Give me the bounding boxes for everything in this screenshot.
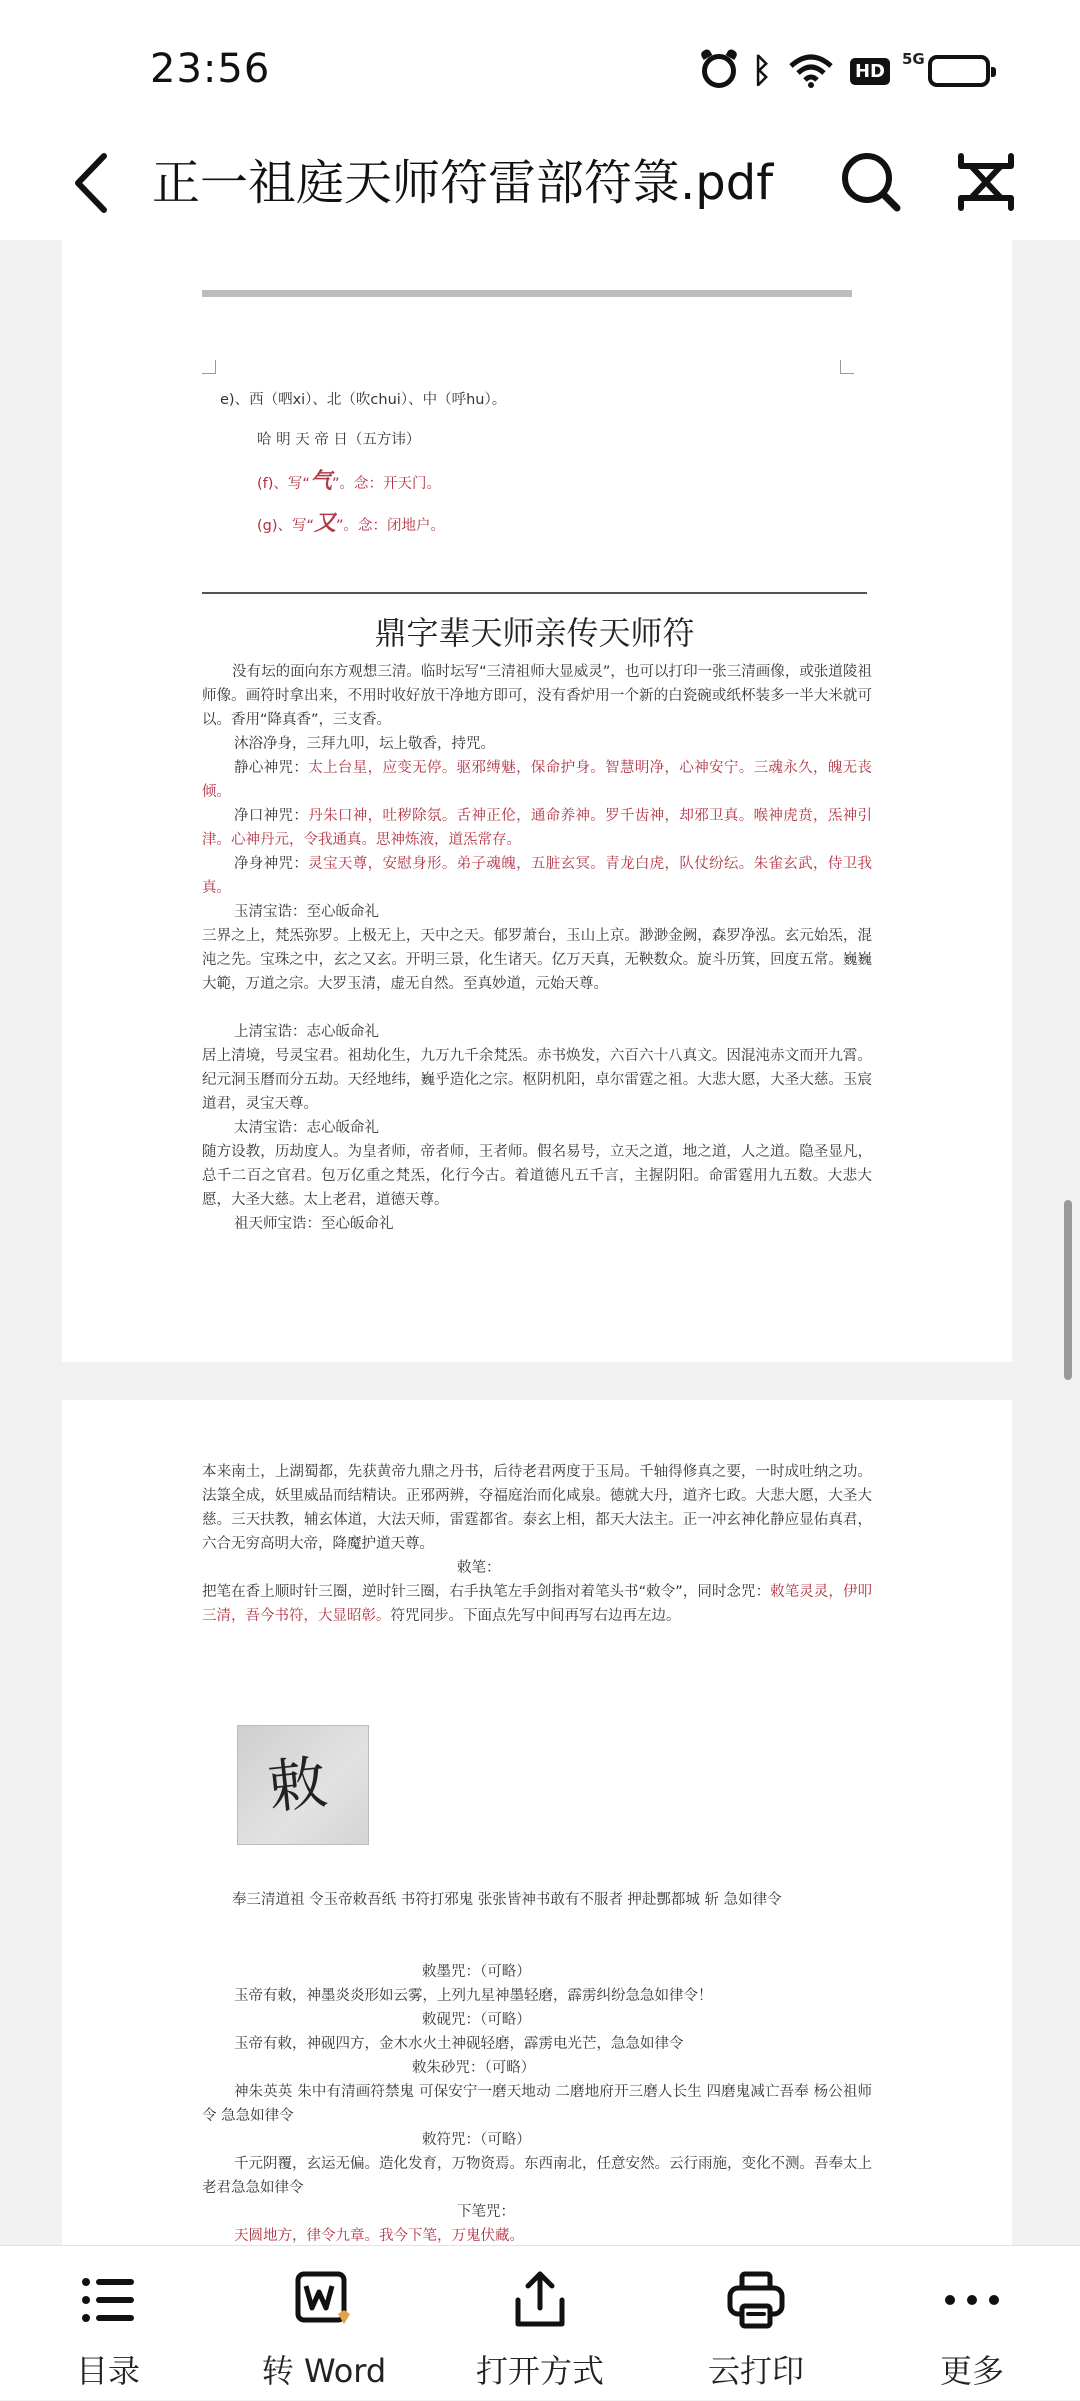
more-dots-icon (940, 2268, 1004, 2332)
bluetooth-icon: ᛒ (751, 51, 772, 91)
text-line: (g)、写“又”。念：闭地户。 (257, 511, 446, 536)
paragraph: 天圆地方，律令九章。我今下笔，万鬼伏藏。 (234, 2228, 524, 2244)
status-icons (702, 50, 990, 92)
alarm-icon (702, 54, 736, 88)
paragraph: 三界之上，梵炁弥罗。上极无上，天中之天。郁罗萧台，玉山上京。渺渺金阙，森罗净泓。玄元始炁，混沌之先。宝珠之中，玄之又玄。开明三景，化生诸天。亿万天真，无鞅数众。旋斗历箕，回度五常。巍巍大範，万道之宗。大罗玉清，虚无自然。至真妙道，元始天尊。 (202, 928, 872, 992)
talisman-char: 气 (309, 469, 332, 494)
paragraph: 玉清宝诰：至心皈命礼 (234, 904, 379, 920)
battery-icon (928, 55, 990, 87)
talisman-sample-image: 敕 (237, 1725, 369, 1845)
paragraph: 神朱英英 朱中有清画符禁鬼 可保安宁一磨天地动 二磨地府开三磨人长生 四磨鬼减亡吾奉 杨公祖师 令 急急如律令 (202, 2084, 872, 2124)
5g-signal-icon (902, 50, 925, 88)
paragraph: 没有坛的面向东方观想三清。临时坛写“三清祖师大显威灵”，也可以打印一张三清画像，或张道陵祖师像。画符时拿出来，不用时收好放干净地方即可，没有香炉用一个新的白瓷碗或纸杯装多一半大米就可以。香用“降真香”，三支香。 (202, 664, 872, 728)
paragraph: 本来南土，上湖蜀都，先获黄帝九鼎之丹书，后待老君两度于玉局。千轴得修真之要，一时成吐纳之功。法箓全成，妖里威品而结精诀。正邪两辨，夺福庭治而化咸泉。德就大丹，道齐七政。大悲大愿，大圣大慈。三天扶教，辅玄体道，大法天师，雷霆都省。泰玄上相，都天大法主。正一冲玄神化静应显佑真君，六合无穷高明大帝，降魔护道天尊。 (202, 1464, 872, 1552)
status-bar (0, 0, 1080, 130)
paragraph: 千元阴覆，玄运无偏。造化发育，万物资焉。东西南北，任意安然。云行雨施，变化不测。吾奉太上老君急急如律令 (202, 2156, 872, 2196)
wifi-icon (788, 54, 834, 88)
network-type-label: 5G (902, 50, 925, 68)
page-heading: 鼎字辈天师亲传天师符 (374, 614, 695, 652)
back-arrow-icon[interactable] (62, 148, 122, 218)
status-time: 23:56 (150, 46, 271, 92)
pdf-viewer[interactable] (0, 240, 1080, 2245)
bottom-toolbar (0, 2245, 1080, 2400)
cloud-print-label: 云打印 (707, 2352, 804, 2390)
share-open-icon (508, 2268, 572, 2332)
paragraph: 净身神咒：灵宝天尊，安慰身形。弟子魂魄，五脏玄冥。青龙白虎，队仗纷纭。朱雀玄武，侍卫我真。 (202, 856, 873, 896)
convert-word-icon (292, 2268, 356, 2332)
close-icon[interactable] (955, 150, 1017, 214)
hd-icon: HD (850, 58, 890, 85)
paragraph: 祖天师宝诰：至心皈命礼 (234, 1216, 394, 1232)
crop-mark (202, 360, 216, 374)
text-line: e)、西（呬xi）、北（吹chui）、中（呼hu）。 (220, 392, 507, 408)
text-line: (f)、写“气”。念：开天门。 (257, 469, 441, 494)
paragraph: 随方设教，历劫度人。为皇者师，帝者师，王者师。假名易号，立天之道，地之道，人之道。隐圣显凡，总千二百之官君。包万亿重之梵炁，化行今古。着道德凡五千言，主握阴阳。命雷霆用九五数。大悲大愿，大圣大慈。太上老君，道德天尊。 (202, 1144, 872, 1208)
paragraph: 沐浴净身，三拜九叩，坛上敬香，持咒。 (234, 736, 495, 752)
toc-label: 目录 (75, 2352, 140, 2390)
text-line: 哈 明 天 帝 日（五方讳） (257, 432, 421, 448)
toc-button[interactable] (0, 2246, 216, 2401)
convert-word-label: 转 Word (261, 2352, 387, 2390)
section-label: 下笔咒： (457, 2204, 515, 2220)
paragraph: 把笔在香上顺时针三圈，逆时针三圈，右手执笔左手剑指对着笔头书“敕令”，同时念咒：敕笔灵灵，伊叩三清，吾今书符，大显昭彰。符咒同步。下面点先写中间再写右边再左边。 (202, 1584, 872, 1624)
crop-mark (840, 360, 854, 374)
cloud-print-icon (724, 2268, 788, 2332)
more-button[interactable] (864, 2246, 1080, 2401)
paragraph: 玉帝有敕，神墨炎炎形如云雾，上列九星神墨轻磨，霹雳纠纷急急如律令！ (234, 1988, 713, 2004)
talisman-char: 又 (314, 511, 337, 536)
section-label: 敕朱砂咒：（可略） (412, 2060, 536, 2076)
convert-word-button[interactable] (216, 2246, 432, 2401)
paragraph: 玉帝有敕，神砚四方，金木水火土神砚轻磨，霹雳电光芒，急急如律令 (234, 2036, 684, 2052)
document-title: 正一祖庭天师符雷部符箓.pdf (152, 155, 774, 211)
toc-list-icon (76, 2268, 140, 2332)
cloud-print-button[interactable] (648, 2246, 864, 2401)
section-label: 敕砚咒：（可略） (422, 2012, 531, 2028)
more-label: 更多 (939, 2352, 1004, 2390)
scrollbar-thumb[interactable] (1064, 1200, 1072, 1380)
search-icon[interactable] (835, 146, 905, 216)
open-with-label: 打开方式 (475, 2352, 604, 2390)
paragraph: 静心神咒：太上台星，应变无停。驱邪缚魅，保命护身。智慧明净，心神安宁。三魂永久，魄无丧倾。 (202, 760, 873, 800)
section-label: 敕笔： (457, 1560, 501, 1576)
paragraph: 太清宝诰：志心皈命礼 (234, 1120, 379, 1136)
paragraph: 奉三清道祖 令玉帝敕吾纸 书符打邪鬼 张张皆神书敢有不服者 押赴酆都城 斩 急如律令 (232, 1892, 782, 1908)
page-top-rule (202, 290, 852, 297)
pdf-page-1 (62, 240, 1012, 1362)
paragraph: 净口神咒：丹朱口神，吐秽除氛。舌神正伦，通命养神。罗千齿神，却邪卫真。喉神虎贲，炁神引津。心神丹元，令我通真。思神炼液，道炁常存。 (202, 808, 873, 848)
paragraph: 上清宝诰：志心皈命礼 (234, 1024, 379, 1040)
title-bar (0, 130, 1080, 240)
pdf-page-2 (62, 1400, 1012, 2300)
section-label: 敕符咒：（可略） (422, 2132, 531, 2148)
paragraph: 居上清境，号灵宝君。祖劫化生，九万九千余梵炁。赤书焕发，六百六十八真文。因混沌赤文而开九霄。纪元洞玉曆而分五劫。天经地纬，巍乎造化之宗。枢阴机阳，卓尔雷霆之祖。大悲大愿，大圣大慈。玉宸道君，灵宝天尊。 (202, 1048, 872, 1112)
open-with-button[interactable] (432, 2246, 648, 2401)
section-label: 敕墨咒：（可略） (422, 1964, 531, 1980)
section-rule (202, 592, 867, 594)
